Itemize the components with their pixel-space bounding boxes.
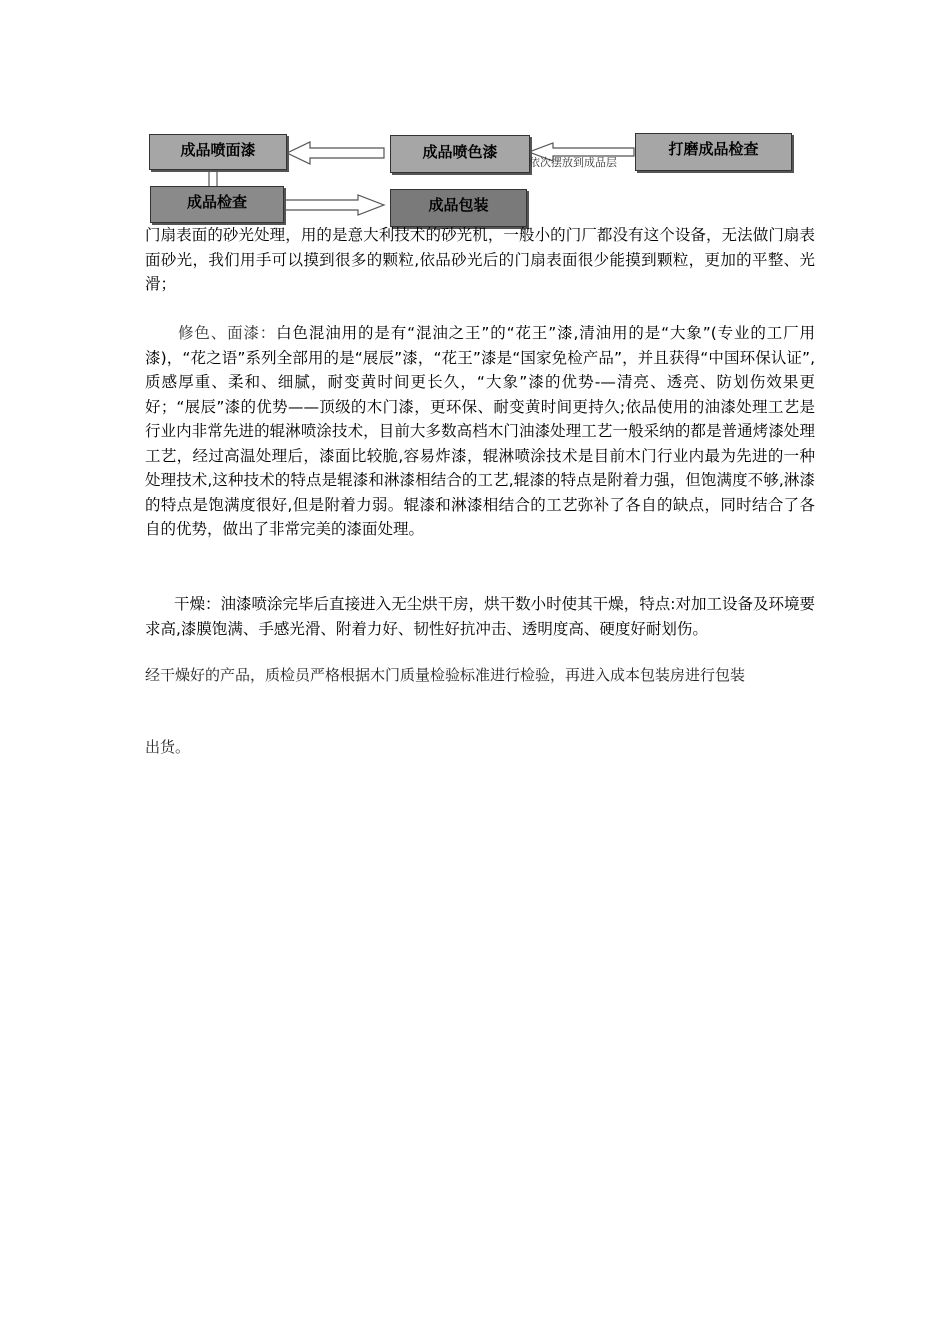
arrow-top-to-check (209, 170, 217, 187)
box-spray-top-coat: 成品喷面漆 (149, 134, 287, 170)
box-spray-color-coat: 成品喷色漆 (390, 135, 530, 173)
paragraph-sanding: 门扇表面的砂光处理，用的是意大利技术的砂光机，一般小的门厂都没有这个设备，无法做门扇表面砂光，我们用手可以摸到很多的颗粒,依品砂光后的门扇表面很少能摸到颗粒，更加的平整、光滑； (145, 226, 815, 293)
paragraph-shipping: 出货。 (145, 738, 191, 756)
paragraph-inspection: 经干燥好的产品，质检员严格根据木门质量检验标准进行检验，再进入成本包装房进行包装 (145, 666, 746, 684)
paragraph-paint: 修色、面漆：白色混油用的是有“混油之王”的“花王”漆,清油用的是“大象”(专业的工厂用漆)，“花之语”系列全部用的是“展辰”漆，“花王”漆是“国家免检产品”，并且获得“中国环保认证”,质感厚重、柔和、细腻，耐变黄时间更长久，“大象”漆的优势-—清亮、透亮、防划伤效果更好；“展辰”漆的优势——顶级的木门漆，更环保、耐变黄时间更持久;依品使用的油漆处理工艺是行业内非常先进的辊淋喷涂技术，目前大多数高档木门油漆处理工艺一般采纳的都是普通烤漆处理工艺，经过高温处理后，漆面比较脆,容易炸漆，辊淋喷涂技术是目前木门行业内最为先进的一种处理技术,这种技术的特点是辊漆和淋漆相结合的工艺,辊漆的特点是附着力强，但饱满度不够,淋漆的特点是饱满度很好,但是附着力弱。辊漆和淋漆相结合的工艺弥补了各自的缺点，同时结合了各自的优势，做出了非常完美的漆面处理。 (145, 324, 815, 538)
connector-label: 依次摆放到成品层 (529, 156, 617, 169)
arrow-color-to-top (287, 142, 384, 164)
box-product-pack: 成品包装 (390, 189, 527, 227)
arrow-check-to-pack (284, 195, 384, 215)
box-sanding-check: 打磨成品检查 (635, 133, 792, 171)
process-flow-diagram (0, 0, 950, 230)
paint-heading: 修色、面漆： (178, 324, 277, 342)
box-product-check: 成品检查 (150, 186, 284, 223)
paragraph-drying: 干燥：油漆喷涂完毕后直接进入无尘烘干房，烘干数小时使其干燥，特点:对加工设备及环境要求高,漆膜饱满、手感光滑、附着力好、韧性好抗冲击、透明度高、硬度好耐划伤。 (145, 595, 815, 638)
